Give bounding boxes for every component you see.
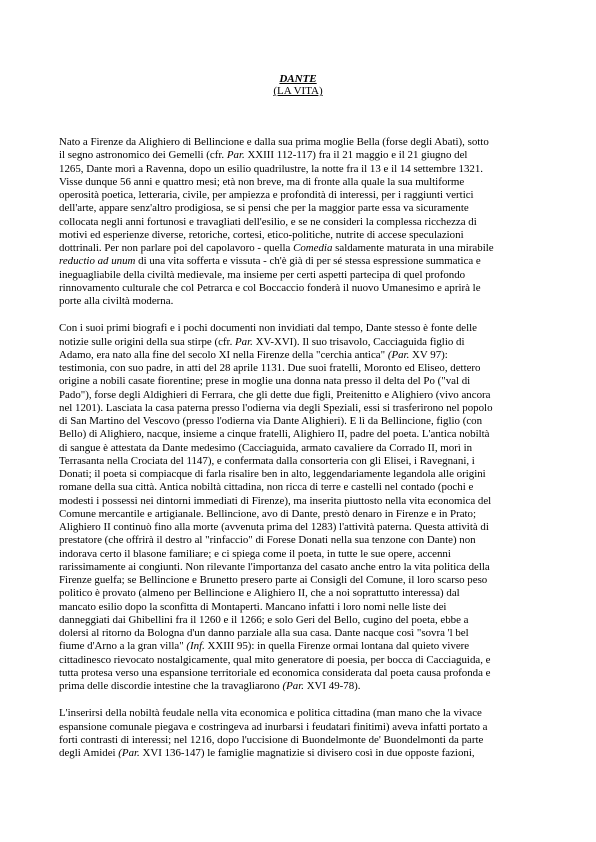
text-run: rinnovamento culturale che col Petrarca e col Boccaccio fonderà il nuovo Umanesimo e aprirà le bbox=[59, 281, 481, 294]
text-run: Firenze guelfa; se Bellincione e Brunetto presero parte ai Consigli del Comune, il loro scarso peso bbox=[59, 574, 488, 586]
text-run: prima delle discordie intestine che la travagliarono bbox=[59, 680, 283, 692]
text-run: XVI 136-147) le famiglie magnatizie si divisero così in due opposte fazioni, bbox=[139, 747, 475, 759]
paragraph-line bbox=[59, 574, 537, 587]
text-run: Comune mercantile e artigianale. Bellincione, avo di Dante, prestò denaro in Firenze e in Prato; bbox=[59, 507, 477, 520]
text-run: ineguagliabile della civiltà medievale, ma insieme per certi aspetti partecipa di quel profondo bbox=[59, 268, 466, 281]
text-run: di una vita sofferta e vissuta - ch'è già di per sé stessa espressione summatica e bbox=[135, 255, 481, 268]
text-run: notizie sulle origini della sua stirpe (cfr. bbox=[59, 335, 236, 348]
italic-text-run: Par. bbox=[226, 149, 245, 162]
paragraph-line bbox=[59, 614, 537, 627]
text-run: espansione comunale piegava e costringeva ad inurbarsi i feudatari finitimi) aveva infatti portato a bbox=[59, 720, 488, 733]
text-run: Visse dunque 56 anni e quattro mesi; età non breve, ma di fronte alla quale la sua multiforme bbox=[59, 175, 465, 188]
text-run: fiume d'Arno a la gran villa" bbox=[59, 640, 187, 653]
text-run: Pado"), forse degli Aldighieri di Ferrara, che gli dette due figli, Preitenitto e Alighiero (vivo ancora bbox=[59, 388, 491, 401]
italic-text-run: (Par. bbox=[282, 680, 304, 692]
text-run: XVI 49-78). bbox=[303, 680, 361, 692]
document-subtitle: (LA VITA) bbox=[273, 85, 323, 97]
paragraph-line bbox=[59, 680, 537, 693]
paragraph-line bbox=[59, 534, 537, 547]
paragraph-line bbox=[59, 601, 537, 614]
text-run: XV-XVI). Il suo trisavolo, Cacciaguida figlio di bbox=[252, 335, 465, 348]
text-run: indorava certo il blasone familiare; e ci spiega come il poeta, in tutte le sue opere, accenni bbox=[59, 547, 451, 560]
text-run: rarissimamente ai congiunti. Non rilevante l'importanza del casato anche entro la vita politica della bbox=[59, 560, 490, 573]
text-run: XXIII 112-117) fra il 21 maggio e il 21 giugno del bbox=[244, 149, 468, 162]
paragraph-line bbox=[59, 295, 537, 308]
paragraph-line bbox=[59, 149, 537, 162]
paragraph-line bbox=[59, 468, 537, 481]
paragraph-line bbox=[59, 521, 537, 534]
text-run: testimonia, con suo padre, in atti del 28 aprile 1131. Due suoi fratelli, Moronto ed Eliseo, dettero bbox=[59, 362, 481, 374]
paragraph-line bbox=[59, 389, 537, 402]
paragraph-line bbox=[59, 216, 537, 229]
paragraph-line bbox=[59, 375, 537, 388]
body-text bbox=[59, 136, 537, 760]
text-run: danneggiati dai Ghibellini fra il 1260 e il 1266; e solo Geri del Bello, cugino del poeta, ebbe a bbox=[59, 613, 469, 626]
paragraph-line bbox=[59, 349, 537, 362]
text-run: origine a nobili casate fiorentine; prese in moglie una donna nata presso il delta del Po ("val di bbox=[59, 375, 471, 388]
paragraph-line bbox=[59, 734, 537, 747]
paragraph-line bbox=[59, 495, 537, 508]
paragraph-2 bbox=[59, 322, 537, 693]
paragraph-1 bbox=[59, 136, 537, 308]
text-run: XXIII 95): in quella Firenze ormai lontana dal quieto vivere bbox=[204, 640, 470, 653]
text-run: 1265, Dante morì a Ravenna, dopo un esilio quadrilustre, la notte fra il 13 e il 14 settembre 1321. bbox=[59, 162, 484, 175]
text-run: degli Amidei bbox=[59, 747, 119, 759]
document-page bbox=[59, 73, 537, 774]
text-run: di San Martino del Vescovo (presso l'odierna via Dante Alighieri). E lì da Bellincione, figlio (con bbox=[59, 415, 483, 427]
text-run: XV 97): bbox=[409, 348, 448, 361]
italic-text-run: (Par. bbox=[387, 348, 410, 361]
text-run: forti contrasti di interessi; nel 1216, dopo l'uccisione di Buondelmonte de' Buondelmonti da parte bbox=[59, 733, 484, 746]
paragraph-line bbox=[59, 481, 537, 494]
paragraph-line bbox=[59, 747, 537, 760]
paragraph-line bbox=[59, 627, 537, 640]
paragraph-line bbox=[59, 667, 537, 680]
text-run: il segno astronomico dei Gemelli (cfr. bbox=[59, 149, 227, 162]
text-run: romane della sua città. Antica nobiltà cittadina, non ricca di terre e castelli nel contado (pochi e bbox=[59, 481, 474, 494]
text-run: L'inserirsi della nobiltà feudale nella vita economica e politica cittadina (man mano che la vivace bbox=[59, 707, 482, 720]
italic-text-run: (Inf. bbox=[186, 640, 205, 653]
italic-text-run: Comedia bbox=[293, 242, 333, 254]
text-run: operosità poetica, letteraria, civile, per ampiezza e profondità di interessi, per i raggiunti vertici bbox=[59, 189, 474, 201]
document-title: DANTE bbox=[279, 73, 317, 85]
paragraph-line bbox=[59, 255, 537, 268]
paragraph-line bbox=[59, 229, 537, 242]
paragraph-line bbox=[59, 415, 537, 428]
text-run: dolersi al ritorno da Bologna d'un danno parziale alla sua casa. Dante nacque così "sovra 'l bel bbox=[59, 627, 469, 639]
text-run: politico è provato (almeno per Bellincione e Alighiero II, che a noi soprattutto interessa) dal bbox=[59, 587, 460, 600]
paragraph-line bbox=[59, 242, 537, 255]
paragraph-line bbox=[59, 322, 537, 335]
paragraph-line bbox=[59, 176, 537, 189]
text-run: collocata negli anni fortunosi e travagliati dell'esilio, e se ne consideri la complessa ricchezza di bbox=[59, 215, 477, 228]
paragraph-line bbox=[59, 508, 537, 521]
text-run: di sangue è attestata da Dante medesimo (Cacciaguida, armato cavaliere da Corrado II, morì in bbox=[59, 441, 473, 454]
paragraph-line bbox=[59, 561, 537, 574]
paragraph-line bbox=[59, 587, 537, 600]
paragraph-line bbox=[59, 402, 537, 415]
paragraph-line bbox=[59, 707, 537, 720]
paragraph-line bbox=[59, 654, 537, 667]
text-run: Alighiero II continuò fino alla morte (avvenuta prima del 1283) l'attività paterna. Questa attività di bbox=[59, 521, 489, 533]
text-run: modesti i possessi nei dintorni immediati di Firenze), ma inserita piuttosto nella vita economica del bbox=[59, 494, 492, 507]
paragraph-line bbox=[59, 640, 537, 653]
paragraph-line bbox=[59, 362, 537, 375]
italic-text-run: Par. bbox=[235, 335, 253, 348]
text-run: nel 1201). Lasciata la casa paterna presso l'odierna via degli Speziali, essi si trasferirono nel popolo bbox=[59, 401, 493, 414]
text-run: dell'arte, appare senz'altro prodigiosa, se si pensi che per la maggior parte essa va sicuramente bbox=[59, 202, 469, 215]
text-run: porte alla civiltà moderna. bbox=[59, 295, 174, 307]
text-run: saldamente maturata in una mirabile bbox=[332, 242, 494, 254]
text-run: Adamo, era nato alla fine del secolo XI nella Firenze della "cerchia antica" bbox=[59, 348, 388, 361]
italic-text-run: (Par. bbox=[118, 747, 140, 759]
paragraph-line bbox=[59, 163, 537, 176]
text-run: Nato a Firenze da Alighiero di Bellincione e dalla sua prima moglie Bella (forse degli Abati), sotto bbox=[59, 136, 489, 148]
paragraph-line bbox=[59, 336, 537, 349]
paragraph-line bbox=[59, 202, 537, 215]
text-run: Con i suoi primi biografi e i pochi documenti non invidiati dal tempo, Dante stesso è fonte delle bbox=[59, 322, 477, 335]
paragraph-line bbox=[59, 428, 537, 441]
paragraph-line bbox=[59, 282, 537, 295]
italic-text-run: reductio ad unum bbox=[59, 255, 136, 268]
text-run: Terrasanta nella Crociata del 1147), e confermata dalla consorteria con gli Elisei, i Ravegnani, i bbox=[59, 454, 475, 467]
text-run: motivi ed esperienze diverse, retoriche, cortesi, etico-politiche, nutrite di accese speculazioni bbox=[59, 228, 464, 241]
paragraph-line bbox=[59, 442, 537, 455]
text-run: Donati; il poeta si compiacque di farla risalire ben in alto, leggendariamente legandola alle origini bbox=[59, 468, 486, 480]
text-run: Bello) di Alighiero, nacque, insieme a cinque fratelli, Alighiero II, padre del poeta. L'antica nobiltà bbox=[59, 428, 490, 441]
paragraph-line bbox=[59, 455, 537, 468]
paragraph-3 bbox=[59, 707, 537, 760]
text-run: mancato esilio dopo la sconfitta di Montaperti. Mancano infatti i loro nomi nelle liste dei bbox=[59, 600, 447, 613]
text-run: dottrinali. Per non parlare poi del capolavoro - quella bbox=[59, 242, 294, 254]
paragraph-line bbox=[59, 721, 537, 734]
paragraph-line bbox=[59, 189, 537, 202]
text-run: tutta protesa verso una espansione territoriale ed economica considerata dal poeta causa profonda e bbox=[59, 666, 491, 679]
paragraph-line bbox=[59, 548, 537, 561]
paragraph-line bbox=[59, 136, 537, 149]
text-run: prestatore (che offrirà il destro al "rinfaccio" di Forese Donati nella sua tenzone con Dante) non bbox=[59, 534, 476, 547]
paragraph-line bbox=[59, 269, 537, 282]
text-run: cittadinesco rievocato nostalgicamente, qual mito generatore di poesia, per bocca di Cacciaguida, e bbox=[59, 653, 491, 666]
